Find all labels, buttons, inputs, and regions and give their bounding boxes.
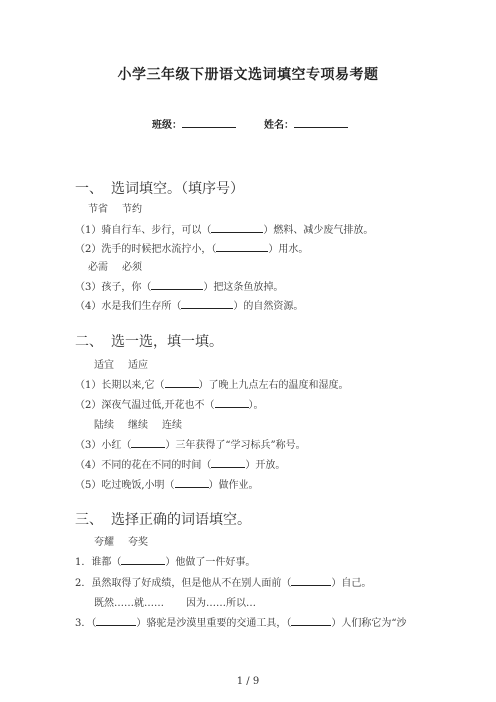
question-text: （2）洗手的时候把水流拧小，（ (75, 244, 217, 255)
question-text: （1）骑自行车、步行，可以（ (75, 225, 212, 236)
question-item (75, 574, 371, 589)
section-1-heading (75, 178, 244, 198)
class-blank[interactable] (182, 118, 236, 128)
question-text: ）燃料、减少废气排放。 (263, 225, 374, 236)
answer-blank[interactable] (165, 378, 199, 388)
section-number: 二、 (75, 334, 103, 350)
word-choice: 节省 (88, 204, 108, 215)
answer-blank[interactable] (211, 223, 263, 233)
question-text: （3）小红（ (75, 440, 132, 451)
answer-blank[interactable] (121, 555, 165, 565)
name-field (264, 116, 348, 131)
question-text: ）做作业。 (208, 480, 259, 491)
answer-blank[interactable] (216, 242, 268, 252)
word-choice: 因为……所以… (186, 598, 256, 609)
answer-blank[interactable] (211, 458, 245, 468)
word-choices (94, 533, 162, 548)
question-text: ）了晚上九点左右的温度和湿度。 (198, 380, 349, 391)
question-text: 3．（ (75, 618, 97, 629)
word-choices (94, 416, 196, 431)
answer-blank[interactable] (215, 398, 249, 408)
answer-blank[interactable] (181, 299, 233, 309)
question-item (75, 278, 283, 293)
answer-blank[interactable] (175, 478, 209, 488)
section-title: 选词填空。（填序号） (111, 181, 244, 197)
question-text: ）自己。 (331, 578, 372, 589)
section-title: 选择正确的词语填空。 (111, 512, 251, 528)
question-text: （5）吃过晚饭,小明（ (75, 480, 175, 491)
word-choice: 夸奖 (128, 537, 148, 548)
page-indicator: 1 / 9 (236, 676, 260, 687)
question-item (75, 476, 259, 491)
name-label: 姓名： (264, 120, 294, 131)
question-text: ）他做了一件好事。 (165, 557, 256, 568)
question-text: ）把这条鱼放掉。 (203, 282, 284, 293)
question-item (75, 376, 349, 391)
word-choices (88, 258, 156, 273)
section-title: 选一选，填一填。 (111, 334, 223, 350)
section-3-heading (75, 509, 251, 529)
question-text: （2）深夜气温过低,开花也不（ (75, 400, 215, 411)
word-choices (94, 594, 270, 609)
answer-blank[interactable] (96, 616, 136, 626)
name-blank[interactable] (294, 118, 348, 128)
question-item (75, 553, 255, 568)
question-text: （4）不同的花在不同的时间（ (75, 460, 212, 471)
section-number: 三、 (75, 512, 103, 528)
question-item (75, 221, 373, 236)
word-choice: 连续 (162, 420, 182, 431)
question-text: ）。 (248, 400, 264, 411)
word-choice: 必须 (122, 262, 142, 273)
word-choice: 适宜 (94, 360, 114, 371)
question-text: （4）水是我们生存所（ (75, 301, 182, 312)
word-choice: 节约 (122, 204, 142, 215)
question-text: ）骆驼是沙漠里重要的交通工具，（ (136, 618, 292, 629)
answer-blank[interactable] (131, 438, 165, 448)
question-item (75, 614, 407, 629)
question-text: 1．谁都（ (75, 557, 122, 568)
class-field (152, 116, 236, 131)
section-number: 一、 (75, 181, 103, 197)
answer-blank[interactable] (151, 280, 203, 290)
question-text: ）人们称它为“沙 (331, 618, 407, 629)
word-choice: 继续 (128, 420, 148, 431)
answer-blank[interactable] (291, 576, 331, 586)
question-item (75, 297, 303, 312)
word-choices (94, 356, 162, 371)
question-item (75, 456, 285, 471)
section-2-heading (75, 331, 223, 351)
word-choice: 必需 (88, 262, 108, 273)
question-text: （1）长期以来,它（ (75, 380, 165, 391)
question-item (75, 396, 264, 411)
page-title: 小学三年级下册语文选词填空专项易考题 (117, 67, 379, 83)
question-text: 2．虽然取得了好成绩，但是他从不在别人面前（ (75, 578, 292, 589)
question-text: ）用水。 (268, 244, 309, 255)
word-choice: 适应 (128, 360, 148, 371)
question-text: ）三年获得了“学习标兵”称号。 (165, 440, 306, 451)
word-choices (88, 200, 156, 215)
word-choice: 陆续 (94, 420, 114, 431)
word-choice: 既然……就…… (94, 598, 164, 609)
question-item (75, 436, 306, 451)
question-text: ）开放。 (245, 460, 286, 471)
question-text: ）的自然资源。 (233, 301, 304, 312)
answer-blank[interactable] (291, 616, 331, 626)
question-item (75, 240, 308, 255)
question-text: （3）孩子，你（ (75, 282, 152, 293)
class-label: 班级： (152, 120, 182, 131)
word-choice: 夸耀 (94, 537, 114, 548)
